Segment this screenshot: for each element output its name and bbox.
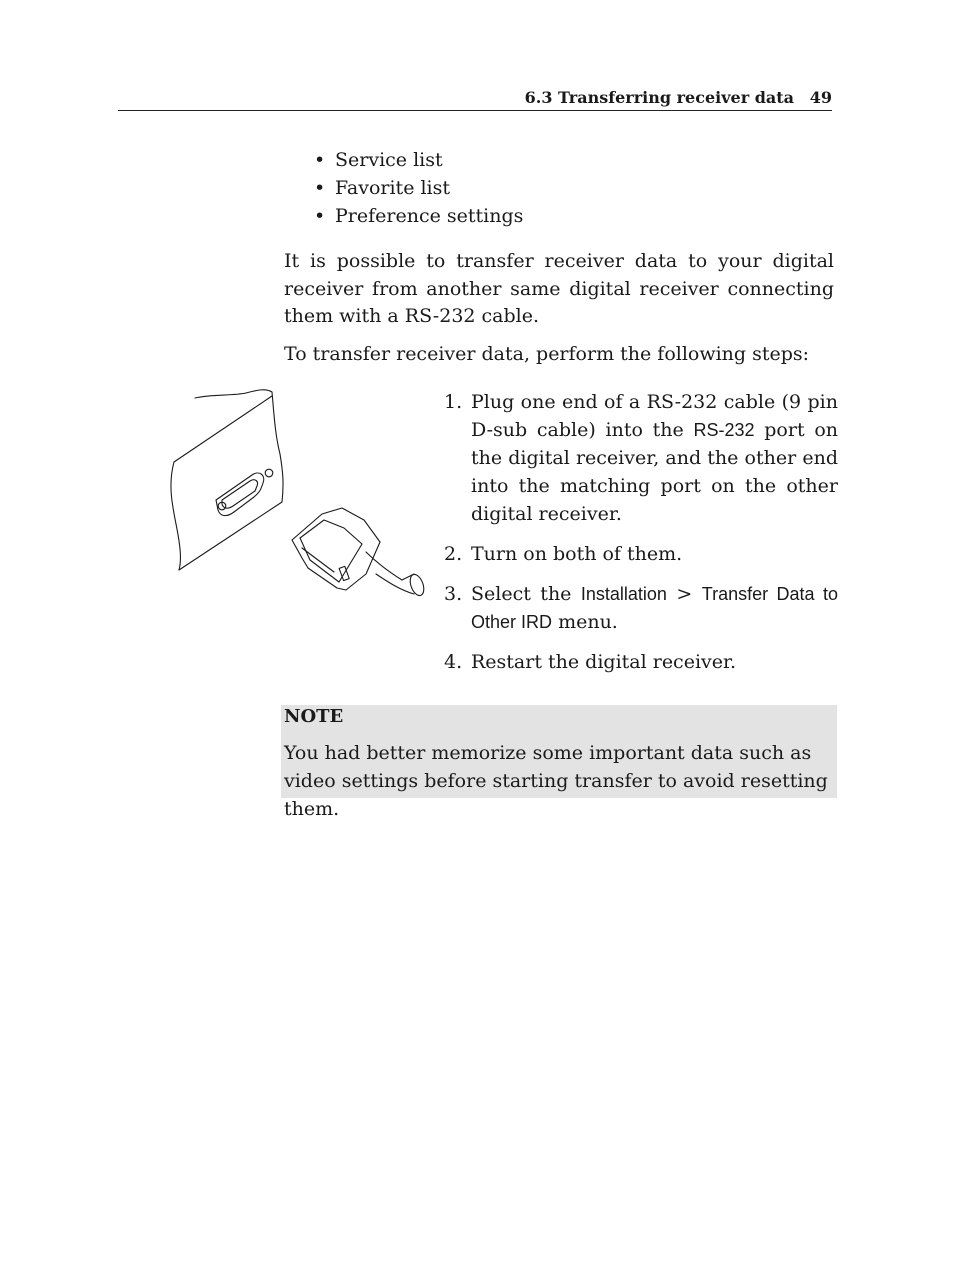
list-item: • Service list bbox=[314, 146, 523, 174]
note-box bbox=[281, 705, 837, 820]
step-number: 3. bbox=[444, 583, 463, 605]
bullet-icon: • bbox=[314, 177, 326, 199]
step-number: 1. bbox=[444, 391, 463, 413]
menu-name: Transfer Data to Other IRD bbox=[471, 584, 838, 632]
intro-paragraph: It is possible to transfer receiver data to your digital receiver from another same digital receiver connecting them with a RS-232 cable. bbox=[284, 250, 834, 327]
list-item: • Preference settings bbox=[314, 202, 523, 230]
rs232-connection-illustration bbox=[162, 384, 432, 599]
cable-plug bbox=[292, 508, 380, 590]
receiver-panel bbox=[171, 390, 283, 570]
step-item: 1. Plug one end of a RS-232 cable (9 pin D-sub cable) into the RS-232 port on the digital receiver, and the other end into the matching port on the other digital receiver. bbox=[444, 388, 838, 528]
step-item: 4. Restart the digital receiver. bbox=[444, 648, 838, 676]
list-item: • Favorite list bbox=[314, 174, 523, 202]
menu-separator: > bbox=[666, 583, 702, 605]
menu-name: Installation bbox=[580, 584, 667, 604]
step-number: 4. bbox=[444, 651, 463, 673]
port-name: RS-232 bbox=[693, 420, 755, 440]
bullet-icon: • bbox=[314, 149, 326, 171]
page-number: 49 bbox=[809, 88, 832, 107]
step-item: 3. Select the Installation > Transfer Data to Other IRD menu. bbox=[444, 580, 838, 636]
note-title: NOTE bbox=[284, 706, 344, 727]
running-header bbox=[118, 86, 832, 111]
steps-list bbox=[444, 388, 838, 688]
step-number: 2. bbox=[444, 543, 463, 565]
db9-port bbox=[216, 469, 273, 515]
lead-paragraph: To transfer receiver data, perform the following steps: bbox=[284, 343, 810, 365]
note-body: You had better memorize some important data such as video settings before starting transfer to avoid resetting them. bbox=[284, 742, 828, 820]
bullet-icon: • bbox=[314, 205, 326, 227]
cable bbox=[366, 552, 426, 597]
running-title: 6.3 Transferring receiver data bbox=[524, 88, 794, 107]
step-item: 2. Turn on both of them. bbox=[444, 540, 838, 568]
data-types-list bbox=[314, 146, 523, 230]
